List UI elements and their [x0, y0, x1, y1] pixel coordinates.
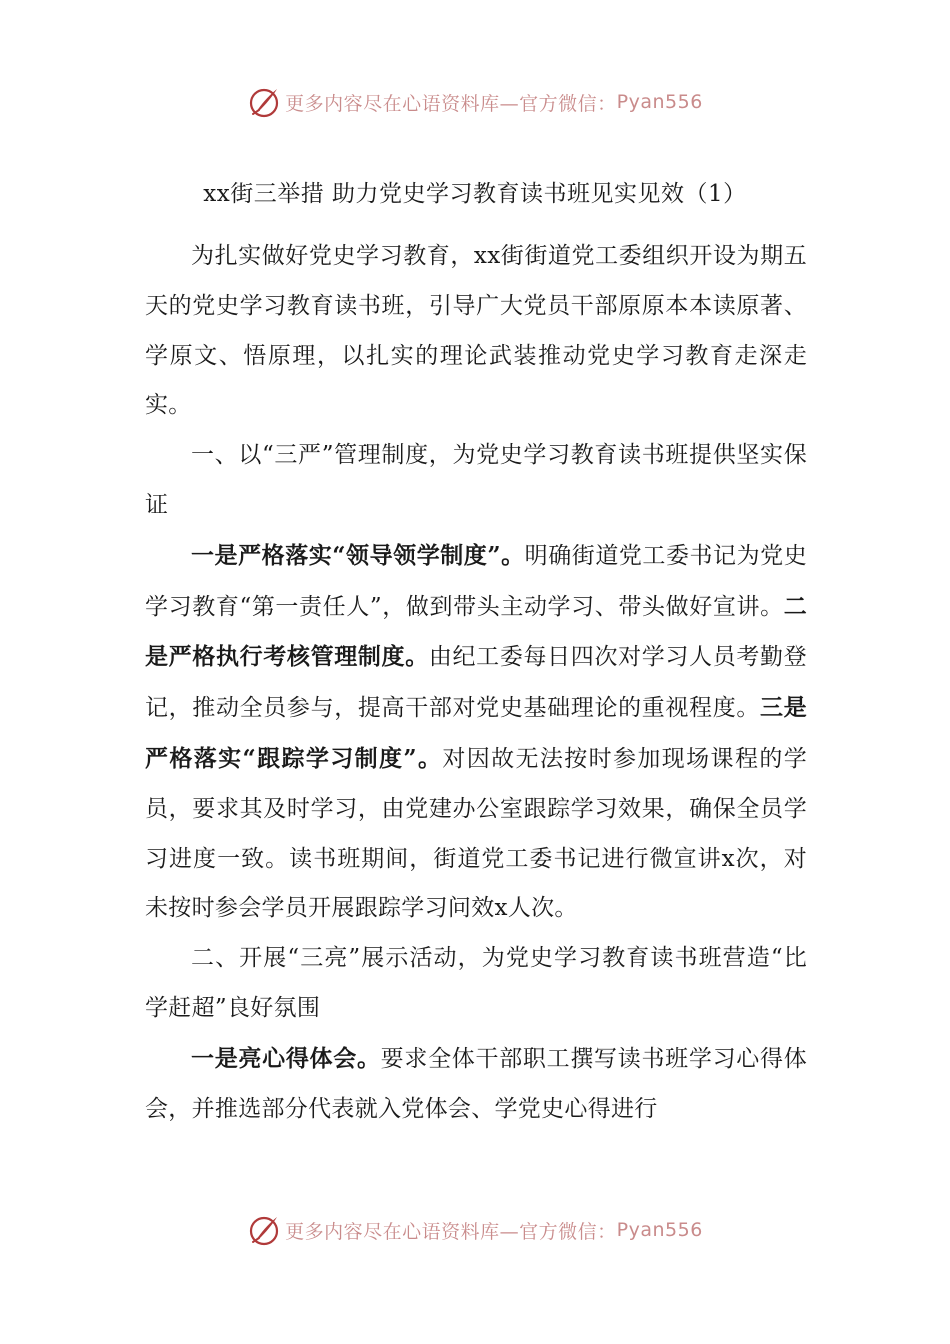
quill-pen-circle-icon: [247, 1213, 281, 1247]
header-watermark: [0, 82, 950, 122]
watermark-text: 更多内容尽在心语资料库—官方微信：: [285, 92, 617, 115]
section-2-paragraph: [145, 1034, 807, 1135]
section-heading-2: 二、开展“三亮”展示活动，为党史学习教育读书班营造“比学赶超”良好氛围: [145, 945, 807, 1021]
bold-lead-1: 一是严格落实“领导领学制度”。: [191, 541, 525, 569]
watermark-wechat-id: Pyan556: [616, 1219, 703, 1241]
section-heading-1: 一、以“三严”管理制度，为党史学习教育读书班提供坚实保证: [145, 442, 807, 518]
bold-lead-4: 一是亮心得体会。: [191, 1044, 381, 1072]
watermark-wechat-id: Pyan556: [616, 91, 703, 113]
text-3: 对因故无法按时参加现场课程的学员，要求其及时学习，由党建办公室跟踪学习效果，确保全员学习进度一致。读书班期间，街道党工委书记进行微宣讲x次，对未按时参会学员开展跟踪学习问效x人次。: [145, 745, 808, 922]
bold-lead-3: 三是严格落实“跟踪学习制度”。: [145, 694, 807, 772]
text-2: 由纪工委每日四次对学习人员考勤登记，推动全员参与，提高干部对党史基础理论的重视程度。: [145, 644, 807, 722]
watermark-text: 更多内容尽在心语资料库—官方微信：: [285, 1220, 617, 1243]
text-1: 明确街道党工委书记为党史学习教育“第一责任人”，做到带头主动学习、带头做好宣讲。: [145, 542, 807, 620]
section-1-paragraph: [145, 531, 807, 934]
bold-lead-2: 二是严格执行考核管理制度。: [145, 592, 807, 671]
footer-watermark: [0, 1210, 950, 1250]
quill-pen-circle-icon: [247, 85, 281, 119]
text-4: 要求全体干部职工撰写读书班学习心得体会，并推选部分代表就入党体会、学党史心得进行: [145, 1045, 807, 1122]
intro-paragraph: 为扎实做好党史学习教育，xx街街道党工委组织开设为期五天的党史学习教育读书班，引导广大党员干部原原本本读原著、学原文、悟原理，以扎实的理论武装推动党史学习教育走深走实。: [145, 243, 807, 419]
document-body: [145, 232, 807, 1134]
document-title: xx街三举措 助力党史学习教育读书班见实见效（1）: [203, 181, 747, 207]
